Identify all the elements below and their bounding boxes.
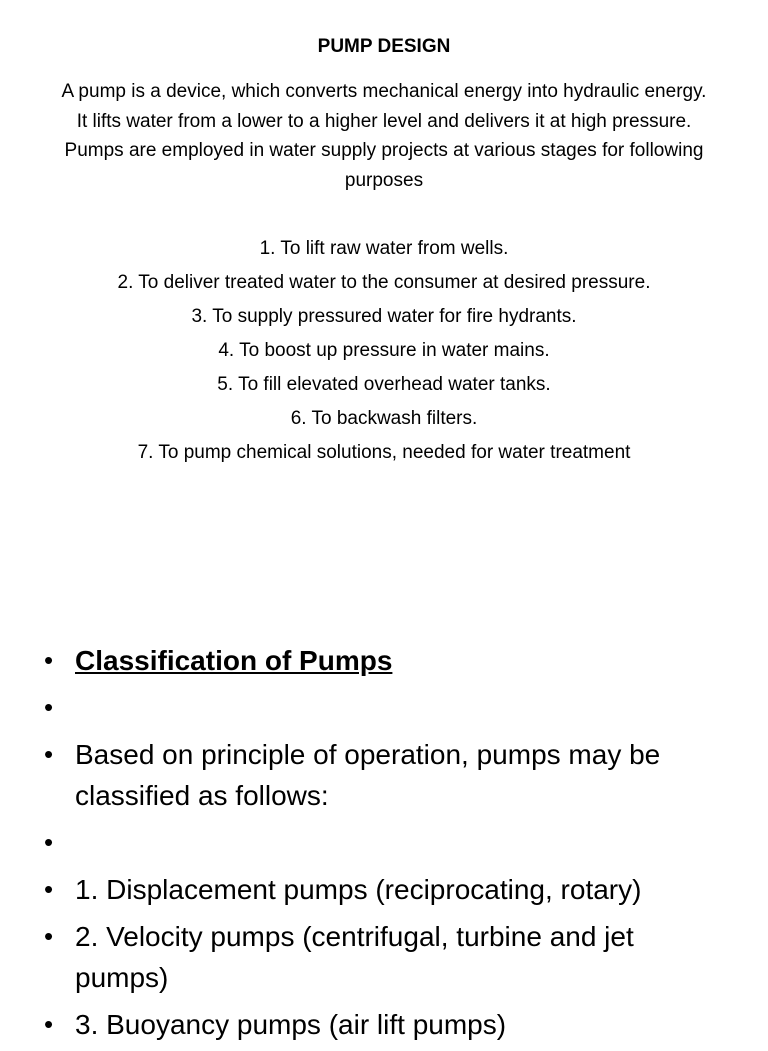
bullet-dot-icon: • [44,739,54,769]
bullet-dot-icon: • [44,645,54,675]
purposes-list [20,232,748,470]
purpose-item-3: 3. To supply pressured water for fire hydrants. [191,306,577,327]
bullet-text: Based on principle of operation, pumps may be classified as follows: [75,739,661,811]
purpose-item-7: 7. To pump chemical solutions, needed for water treatment [137,442,631,463]
purpose-item-4: 4. To boost up pressure in water mains. [218,340,550,361]
purpose-item-2: 2. To deliver treated water to the consumer at desired pressure. [117,272,651,293]
bullet-dot-icon: • [44,921,54,951]
bullet-item-velocity [0,916,768,998]
bullet-text: 3. Buoyancy pumps (air lift pumps) [75,1009,507,1040]
document-title: PUMP DESIGN [317,36,451,57]
classification-heading: Classification of Pumps [75,645,393,676]
bullet-item-buoyancy [0,1004,768,1045]
bullet-text: 2. Velocity pumps (centrifugal, turbine and jet pumps) [75,921,634,993]
bullet-item-empty-2 [0,822,768,863]
bullet-item-empty-1 [0,687,768,728]
bullet-dot-icon: • [44,1009,54,1039]
purpose-item-6: 6. To backwash filters. [290,408,478,429]
bullet-item-heading [0,640,768,681]
bullet-text: 1. Displacement pumps (reciprocating, rotary) [75,874,642,905]
bullet-item-displacement [0,869,768,910]
purpose-item-5: 5. To fill elevated overhead water tanks. [217,374,551,395]
purpose-item-1: 1. To lift raw water from wells. [259,238,509,259]
classification-bullet-list [0,640,768,1051]
bullet-dot-icon: • [44,692,54,722]
bullet-dot-icon: • [44,827,54,857]
intro-paragraph: A pump is a device, which converts mechanical energy into hydraulic energy. It lifts water from a lower to a higher level and delivers it at high pressure. Pumps are employed in water supply projects at various stages for following purposes [61,81,707,191]
bullet-item-principle [0,734,768,816]
bullet-dot-icon: • [44,874,54,904]
